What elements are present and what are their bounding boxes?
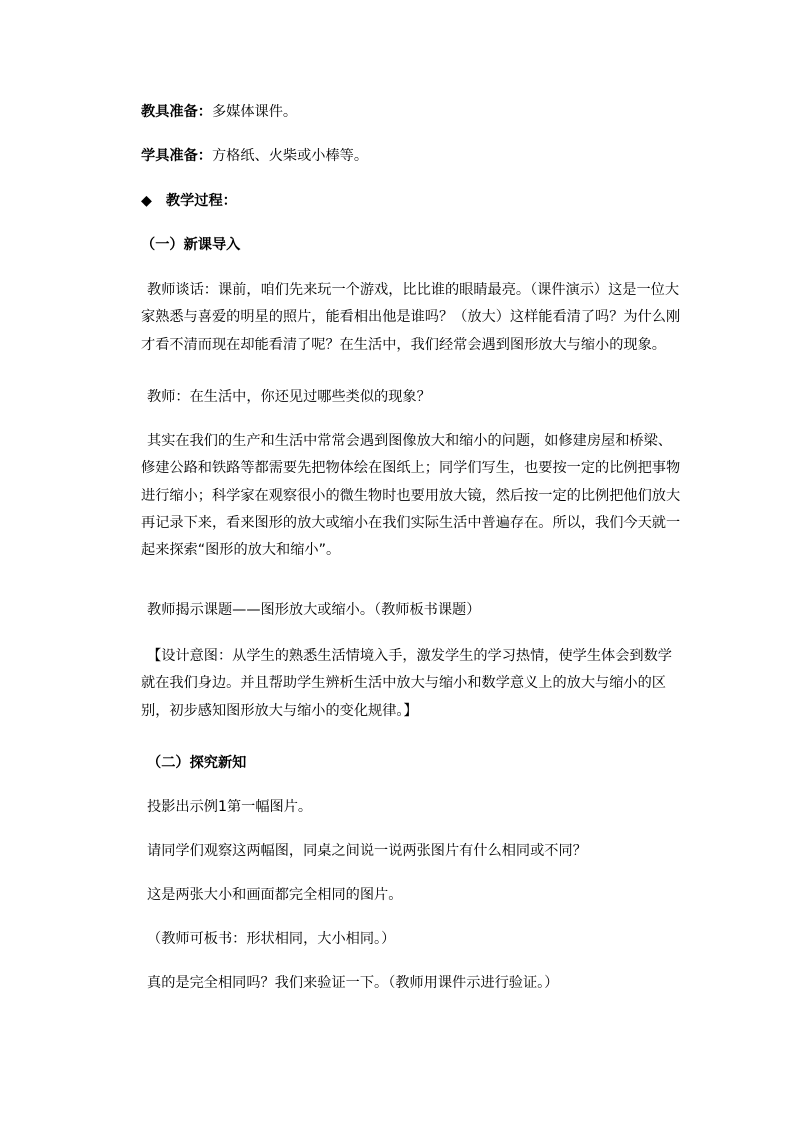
process-heading-line xyxy=(141,191,237,211)
section2-paragraph-3: 这是两张大小和画面都完全相同的图片。 xyxy=(147,887,403,903)
section2-paragraph-4: （教师可板书：形状相同，大小相同。） xyxy=(147,931,396,947)
teacher-prep-line xyxy=(141,102,297,122)
design-intent-text: 【设计意图：从学生的熟悉生活情境入手，激发学生的学习热情，使学生体会到数学就在我们身边。并且帮助学生辨析生活中放大与缩小和数学意义上的放大与缩小的区别，初步感知图形放大与缩小的变化规律。】 xyxy=(141,648,672,719)
section1-paragraph-1 xyxy=(141,277,681,359)
section1-paragraph-2: 教师：在生活中，你还见过哪些类似的现象？ xyxy=(147,389,431,405)
design-intent-paragraph xyxy=(141,643,681,725)
section1-paragraph-4: 教师揭示课题——图形放大或缩小。（教师板书课题） xyxy=(147,602,481,618)
process-heading: 教学过程： xyxy=(165,193,237,209)
diamond-bullet-icon: ◆ xyxy=(141,193,152,209)
student-prep-value: 方格纸、火柴或小棒等。 xyxy=(211,148,369,164)
section2-paragraph-1: 投影出示例1第一幅图片。 xyxy=(147,799,313,815)
section2-paragraph-5: 真的是完全相同吗？我们来验证一下。（教师用课件示进行验证。） xyxy=(147,975,559,991)
section2-paragraph-2: 请同学们观察这两幅图，同桌之间说一说两张图片有什么相同或不同？ xyxy=(147,843,587,859)
teacher-prep-label: 教具准备： xyxy=(141,104,212,120)
student-prep-label: 学具准备： xyxy=(141,148,212,164)
section1-heading: （一）新课导入 xyxy=(141,237,241,253)
section1-paragraph-3 xyxy=(141,428,681,564)
teacher-prep-value: 多媒体课件。 xyxy=(211,104,298,120)
student-prep-line xyxy=(141,146,368,166)
section2-heading: （二）探究新知 xyxy=(147,755,247,771)
section1-paragraph-1-text: 教师谈话：课前，咱们先来玩一个游戏，比比谁的眼睛最亮。（课件演示）这是一位大家熟悉与喜爱的明星的照片，能看相出他是谁吗？（放大）这样能看清了吗？为什么刚才看不清而现在却能看清了呢？在生活中，我们经常会遇到图形放大与缩小的现象。 xyxy=(141,282,681,353)
section1-paragraph-3-text: 其实在我们的生产和生活中常常会遇到图像放大和缩小的问题，如修建房屋和桥梁、修建公路和铁路等都需要先把物体绘在图纸上；同学们写生，也要按一定的比例把事物进行缩小；科学家在观察很小的微生物时也要用放大镜，然后按一定的比例把他们放大再记录下来，看来图形的放大或缩小在我们实际生活中普遍存在。所以，我们今天就一起来探索“图形的放大和缩小”。 xyxy=(141,433,681,559)
